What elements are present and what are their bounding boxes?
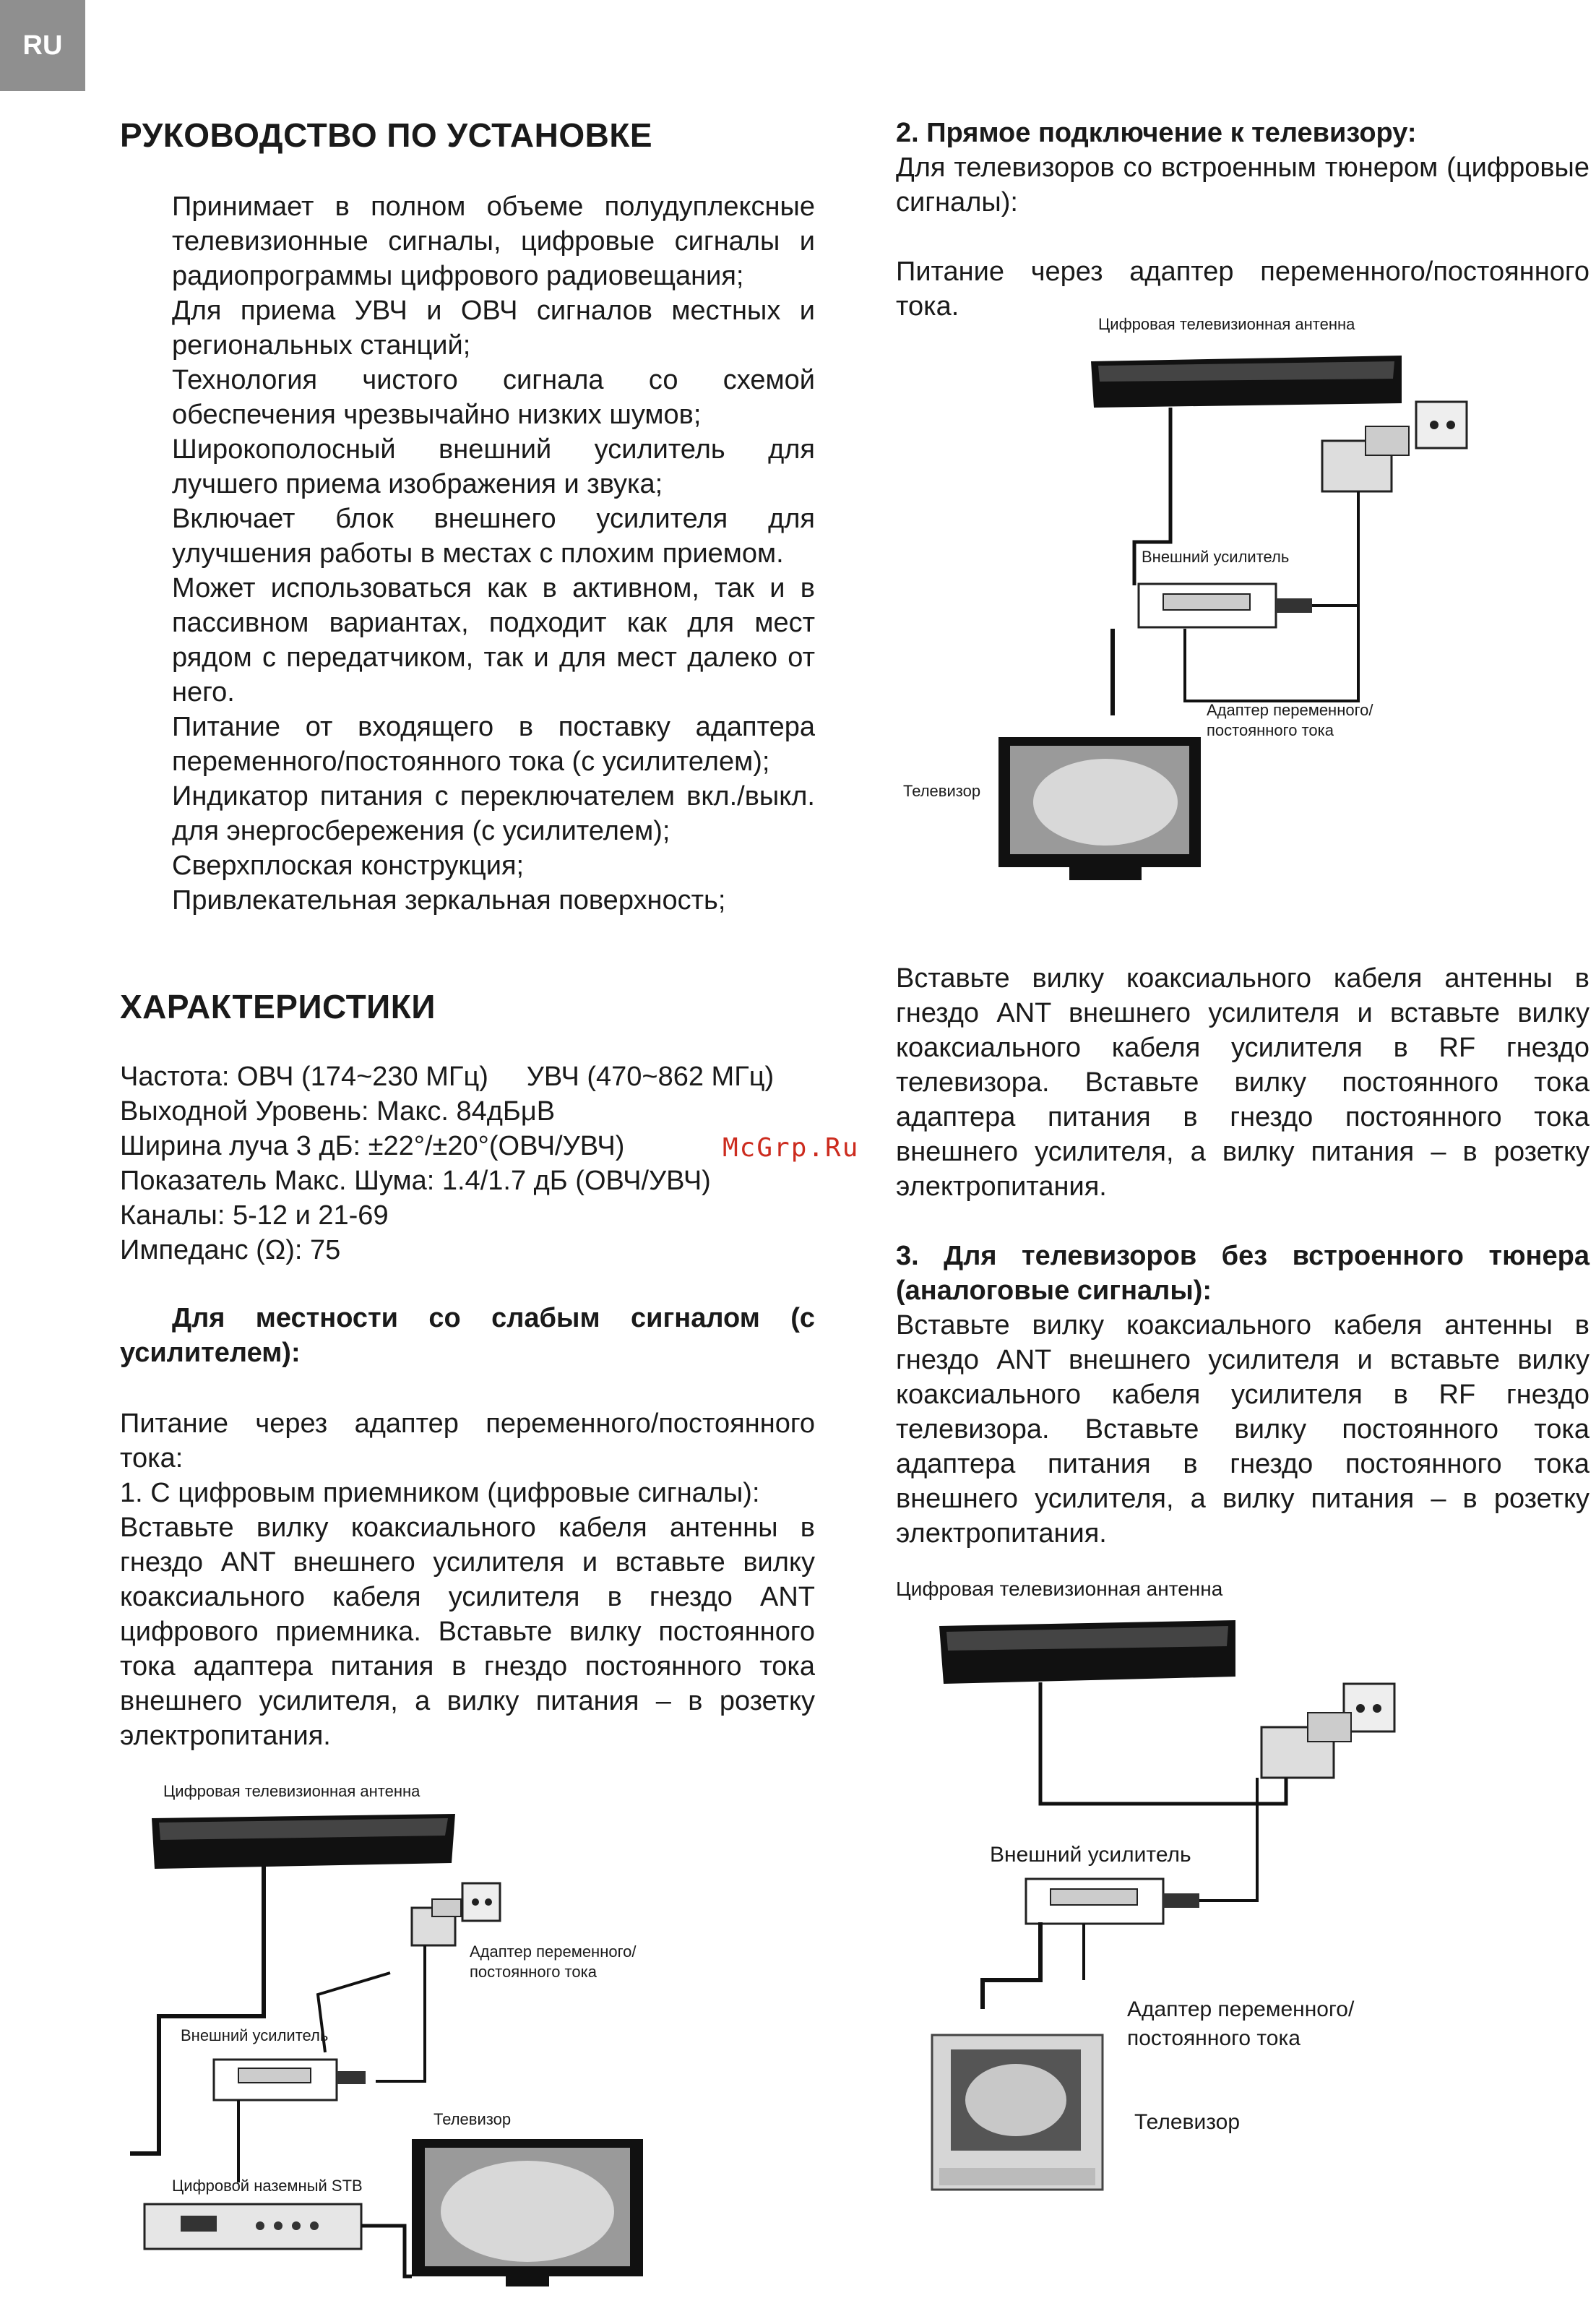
antenna-icon	[152, 1814, 455, 1869]
diagram-tv-label: Телевизор	[433, 2110, 512, 2128]
diagram-adapter-label-1: Адаптер переменного/	[470, 1943, 637, 1961]
spec-beam-width: Ширина луча 3 дБ: ±22°/±20°(ОВЧ/УВЧ)	[120, 1131, 625, 1161]
feature-item: Индикатор питания с переключателем вкл./выкл. для энергосбережения (с усилителем);	[172, 781, 815, 846]
digital-receiver-text: Вставьте вилку коаксиального кабеля антенны в гнездо ANT внешнего усилителя и вставьте вилку коаксиального кабеля усилителя в гнездо ANT цифрового приемника. Вставьте вилку постоянного тока адаптера питания в гнездо постоянного тока внешнего усилителя, а вилку питания – в розетку электропитания.	[120, 1513, 815, 1751]
power-adapter-icon	[1261, 1713, 1351, 1778]
diagram1-adapter-label-2: постоянного тока	[1207, 721, 1334, 739]
wall-socket-icon	[1416, 402, 1467, 448]
feature-item: Питание от входящего в поставку адаптера переменного/постоянного тока (с усилителем);	[172, 712, 815, 777]
diagram2-tv-label: Телевизор	[1134, 2110, 1241, 2134]
weak-signal-text	[120, 1406, 815, 1753]
feature-item: Сверхплоская конструкция;	[172, 851, 525, 881]
set-top-box-icon	[144, 2204, 361, 2249]
feature-item: Привлекательная зеркальная поверхность;	[172, 885, 726, 916]
power-adapter-icon	[412, 1899, 461, 1945]
language-tab: RU	[0, 0, 85, 91]
feature-item: Технология чистого сигнала со схемой обеспечения чрезвычайно низких шумов;	[172, 365, 815, 430]
spec-noise: Показатель Макс. Шума: 1.4/1.7 дБ (ОВЧ/УВЧ)	[120, 1166, 711, 1196]
watermark: McGrp.Ru	[722, 1133, 860, 1163]
amplifier-icon	[214, 2060, 366, 2100]
analog-tv-diagram	[896, 1575, 1589, 2197]
diagram1-adapter-label-1: Адаптер переменного/	[1207, 701, 1373, 719]
spec-output-level: Выходной Уровень: Макс. 84дБμВ	[120, 1096, 556, 1127]
diagram1-amp-label: Внешний усилитель	[1142, 548, 1290, 566]
power-adapter-icon	[1322, 426, 1409, 491]
diagram1-tv-label: Телевизор	[903, 782, 981, 800]
direct-tv-diagram	[896, 311, 1589, 889]
digital-receiver-title: 1. С цифровым приемником (цифровые сигналы):	[120, 1478, 760, 1508]
diagram2-adapter-label-1: Адаптер переменного/	[1127, 1997, 1355, 2021]
direct-connection-section	[896, 116, 1589, 324]
antenna-icon	[1091, 356, 1402, 408]
tv-icon	[998, 737, 1201, 880]
diagram-adapter-label-2: постоянного тока	[470, 1963, 597, 1981]
analog-text: Вставьте вилку коаксиального кабеля антенны в гнездо ANT внешнего усилителя и вставьте вилку коаксиального кабеля усилителя в RF гнездо телевизора. Вставьте вилку постоянного тока адаптера питания в гнездо постоянного тока внешнего усилителя, а вилку питания – в розетку электропитания.	[896, 1310, 1589, 1549]
direct-connection-sub: Для телевизоров со встроенным тюнером (цифровые сигналы):	[896, 152, 1589, 218]
spec-impedance: Импеданс (Ω): 75	[120, 1235, 341, 1265]
diagram2-amp-label: Внешний усилитель	[990, 1843, 1191, 1867]
feature-item: Широкополосный внешний усилитель для лучшего приема изображения и звука;	[172, 434, 815, 499]
antenna-icon	[939, 1620, 1235, 1684]
feature-item: Для приема УВЧ и ОВЧ сигналов местных и региональных станций;	[172, 296, 815, 361]
diagram2-adapter-label-2: постоянного тока	[1127, 2026, 1300, 2050]
direct-power-note: Питание через адаптер переменного/постоянного тока.	[896, 257, 1589, 322]
weak-signal-title: Для местности со слабым сигналом (с усилителем):	[120, 1303, 815, 1368]
direct-connection-text: Вставьте вилку коаксиального кабеля антенны в гнездо ANT внешнего усилителя и вставьте вилку коаксиального кабеля усилителя в RF гнездо телевизора. Вставьте вилку постоянного тока адаптера питания в гнездо постоянного тока внешнего усилителя, а вилку питания – в розетку электропитания.	[896, 963, 1589, 1202]
diagram2-antenna-label: Цифровая телевизионная антенна	[896, 1578, 1223, 1600]
diagram-stb-label: Цифровой наземный STB	[172, 2177, 363, 2195]
diagram-antenna-label: Цифровая телевизионная антенна	[163, 1782, 420, 1800]
spec-channels: Каналы: 5-12 и 21-69	[120, 1200, 389, 1231]
install-guide-title: РУКОВОДСТВО ПО УСТАНОВКЕ	[120, 116, 653, 154]
feature-list	[172, 189, 815, 918]
feature-item: Включает блок внешнего усилителя для улучшения работы в местах с плохим приемом.	[172, 504, 815, 569]
spec-frequency: Частота: ОВЧ (174~230 МГц) УВЧ (470~862 МГц)	[120, 1062, 775, 1092]
specs-title: ХАРАКТЕРИСТИКИ	[120, 988, 436, 1025]
feature-item: Принимает в полном объеме полудуплексные телевизионные сигналы, цифровые сигналы и радиопрограммы цифрового радиовещания;	[172, 192, 815, 291]
diagram1-antenna-label: Цифровая телевизионная антенна	[1098, 315, 1355, 333]
specs-list	[120, 1059, 814, 1268]
tv-icon	[412, 2139, 643, 2286]
feature-item: Может использоваться как в активном, так и в пассивном вариантах, подходит как для мест рядом с передатчиком, так и для мест далеко от него.	[172, 573, 815, 707]
direct-connection-title: 2. Прямое подключение к телевизору:	[896, 118, 1417, 148]
wall-socket-icon	[462, 1883, 500, 1921]
power-note: Питание через адаптер переменного/постоянного тока:	[120, 1408, 815, 1473]
amplifier-icon	[1026, 1879, 1199, 1924]
crt-tv-icon	[932, 2035, 1103, 2190]
amplifier-icon	[1139, 584, 1312, 627]
analog-section	[896, 1239, 1589, 1551]
stb-connection-diagram	[130, 1778, 780, 2298]
diagram-amp-label: Внешний усилитель	[181, 2026, 329, 2044]
analog-title: 3. Для телевизоров без встроенного тюнера (аналоговые сигналы):	[896, 1241, 1589, 1306]
